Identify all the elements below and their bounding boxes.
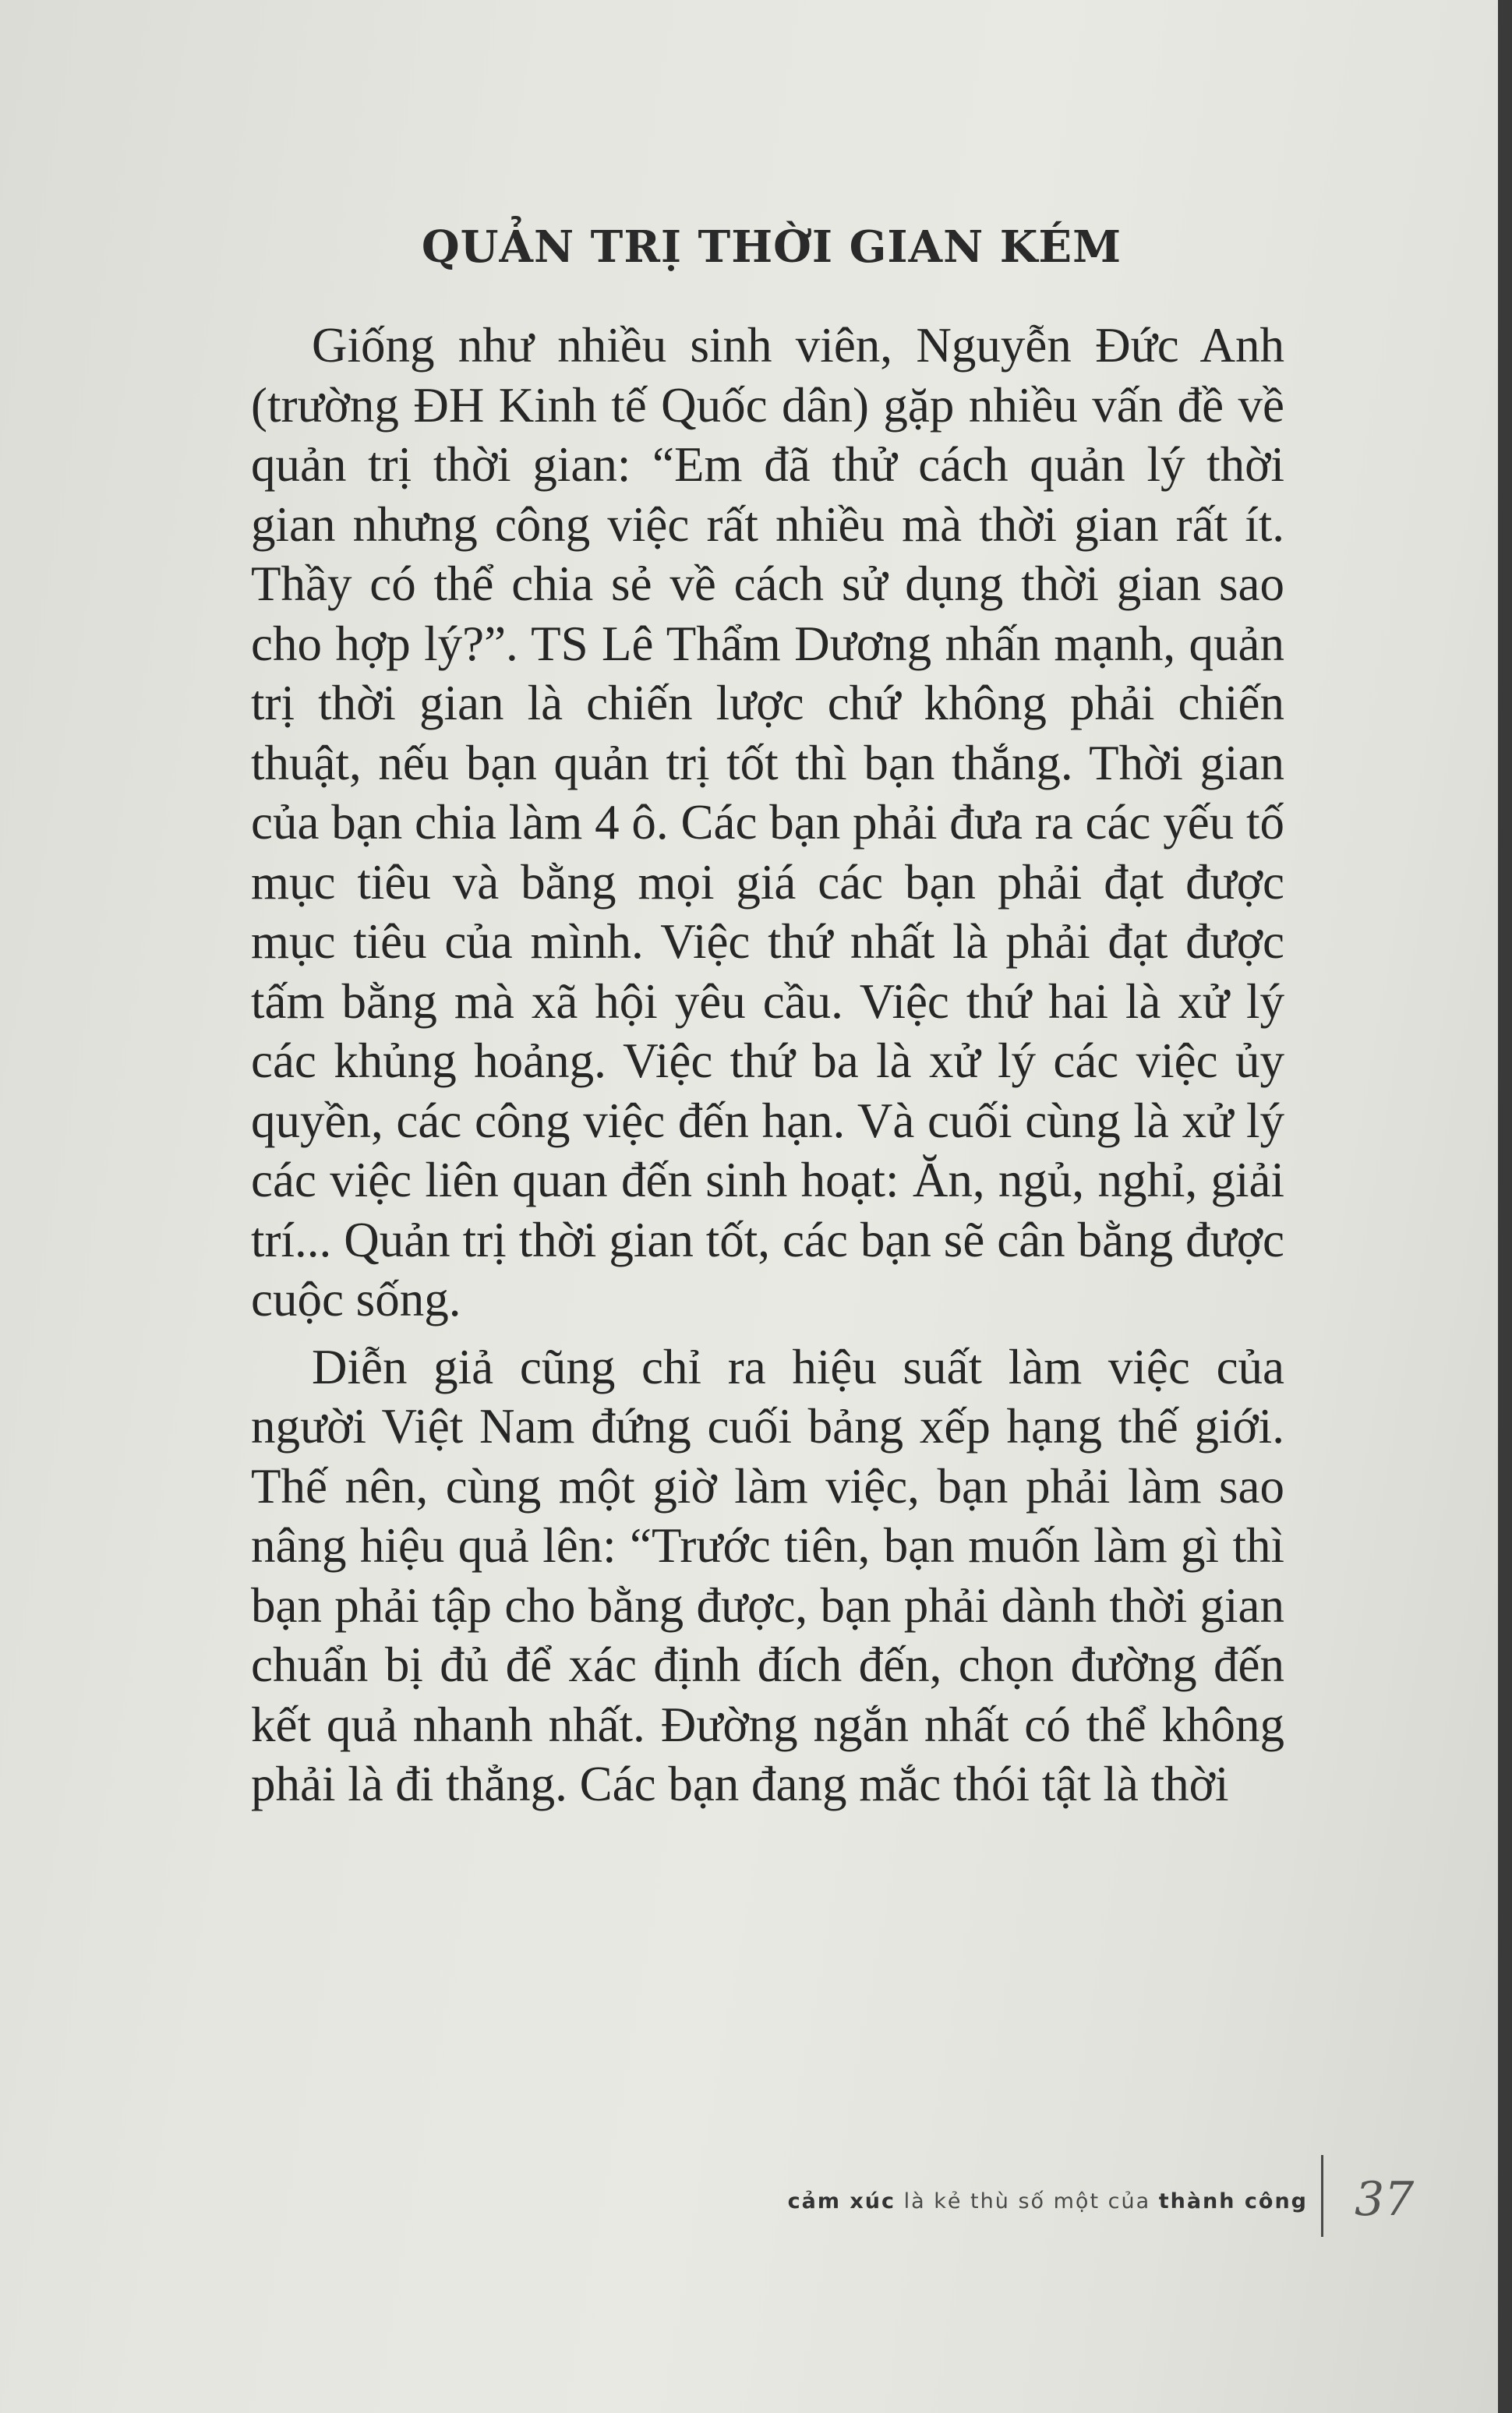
footer-divider [1321, 2155, 1323, 2237]
running-title [788, 2189, 1308, 2213]
running-title-middle: là kẻ thù số một của [896, 2189, 1159, 2213]
page-number: 37 [1355, 2172, 1415, 2227]
running-title-emphasis: thành công [1158, 2189, 1308, 2213]
running-title-emphasis: cảm xúc [787, 2189, 896, 2213]
page-footer [701, 2139, 1481, 2233]
paragraph: Giống như nhiều sinh viên, Nguyễn Đức Anh (trường ĐH Kinh tế Quốc dân) gặp nhiều vấn đề về quản trị thời gian: “Em đã thử cách quản lý thời gian nhưng công việc rất nhiều mà thời gian rất ít. Thầy có thể chia sẻ về cách sử dụng thời gian sao cho hợp lý?”. TS Lê Thẩm Dương nhấn mạnh, quản trị thời gian là chiến lược chứ không phải chiến thuật, nếu bạn quản trị tốt thì bạn thắng. Thời gian của bạn chia làm 4 ô. Các bạn phải đưa ra các yếu tố mục tiêu và bằng mọi giá các bạn phải đạt được mục tiêu của mình. Việc thứ nhất là phải đạt được tấm bằng mà xã hội yêu cầu. Việc thứ hai là xử lý các khủng hoảng. Việc thứ ba là xử lý các việc ủy quyền, các công việc đến hạn. Và cuối cùng là xử lý các việc liên quan đến sinh hoạt: Ăn, ngủ, nghỉ, giải trí... Quản trị thời gian tốt, các bạn sẽ cân bằng được cuộc sống. [251, 318, 1284, 1327]
paragraph: Diễn giả cũng chỉ ra hiệu suất làm việc của người Việt Nam đứng cuối bảng xếp hạng thế giới. Thế nên, cùng một giờ làm việc, bạn phải làm sao nâng hiệu quả lên: “Trước tiên, bạn muốn làm gì thì bạn phải tập cho bằng được, bạn phải dành thời gian chuẩn bị đủ để xác định đích đến, chọn đường đến kết quả nhanh nhất. Đường ngắn nhất có thể không phải là đi thẳng. Các bạn đang mắc thói tật là thời [251, 1339, 1284, 1811]
chapter-title: QUẢN TRỊ THỜI GIAN KÉM [421, 221, 1122, 273]
page-edge [1498, 0, 1512, 2413]
body-text [251, 316, 1284, 1814]
